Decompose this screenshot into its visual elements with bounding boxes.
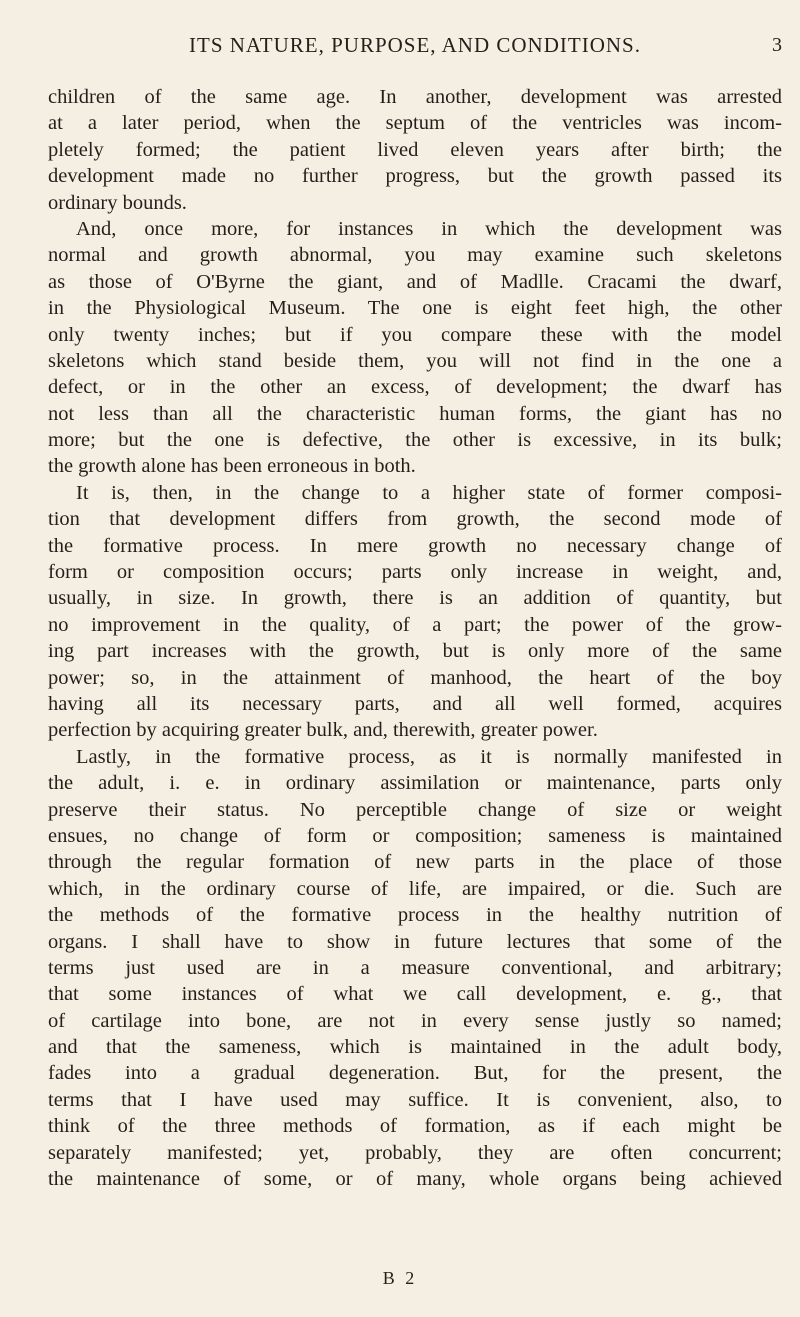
text-line: through the regular formation of new parts in the place of those [48, 851, 782, 874]
text-line: ensues, no change of form or composition; sameness is maintained [48, 824, 782, 847]
text-line: terms that I have used may suffice. It is convenient, also, to [48, 1088, 782, 1111]
text-line: the growth alone has been erroneous in both. [48, 455, 416, 478]
text-line: as those of O'Byrne the giant, and of Madlle. Cracami the dwarf, [48, 270, 782, 293]
text-line: that some instances of what we call development, e. g., that [48, 983, 782, 1006]
text-line: fades into a gradual degeneration. But, for the present, the [48, 1062, 782, 1085]
text-line: more; but the one is defective, the other is excessive, in its bulk; [48, 429, 782, 452]
text-line: the formative process. In mere growth no necessary change of [48, 534, 782, 557]
text-line: It is, then, in the change to a higher state of former composi- [76, 481, 782, 504]
running-head [48, 30, 782, 60]
text-line: and that the sameness, which is maintained in the adult body, [48, 1036, 782, 1059]
text-line: separately manifested; yet, probably, they are often concurrent; [48, 1141, 782, 1164]
text-line: of cartilage into bone, are not in every sense justly so named; [48, 1009, 782, 1032]
text-line: think of the three methods of formation, as if each might be [48, 1115, 782, 1138]
text-line: organs. I shall have to show in future lectures that some of the [48, 930, 782, 953]
text-line: pletely formed; the patient lived eleven years after birth; the [48, 138, 782, 161]
text-line: the adult, i. e. in ordinary assimilation or maintenance, parts only [48, 772, 782, 795]
text-line: not less than all the characteristic human forms, the giant has no [48, 402, 782, 425]
text-line: which, in the ordinary course of life, are impaired, or die. Such are [48, 877, 782, 900]
text-line: at a later period, when the septum of the ventricles was incom- [48, 112, 782, 135]
text-line: Lastly, in the formative process, as it is normally manifested in [76, 745, 782, 768]
text-line: the methods of the formative process in the healthy nutrition of [48, 904, 782, 927]
text-line: preserve their status. No perceptible change of size or weight [48, 798, 782, 821]
text-line: in the Physiological Museum. The one is eight feet high, the other [48, 297, 782, 320]
paragraph [48, 216, 782, 480]
text-line: having all its necessary parts, and all well formed, acquires [48, 692, 782, 715]
paragraph [48, 84, 782, 216]
paragraph [48, 480, 782, 744]
text-line: power; so, in the attainment of manhood, the heart of the boy [48, 666, 782, 689]
text-line: development made no further progress, but the growth passed its [48, 165, 782, 188]
text-line: ordinary bounds. [48, 191, 187, 214]
text-line: children of the same age. In another, development was arrested [48, 86, 782, 108]
text-line: no improvement in the quality, of a part; the power of the grow- [48, 613, 782, 636]
text-line: normal and growth abnormal, you may examine such skeletons [48, 244, 782, 267]
running-title: ITS NATURE, PURPOSE, AND CONDITIONS. [189, 33, 641, 57]
text-line: only twenty inches; but if you compare these with the model [48, 323, 782, 346]
signature-mark: B 2 [382, 1268, 418, 1288]
text-line: tion that development differs from growth, the second mode of [48, 508, 782, 531]
paragraph [48, 744, 782, 1193]
text-line: ing part increases with the growth, but is only more of the same [48, 640, 782, 663]
text-line: usually, in size. In growth, there is an addition of quantity, but [48, 587, 782, 610]
text-line: And, once more, for instances in which the development was [76, 217, 782, 240]
page-number: 3 [772, 34, 782, 56]
text-line: terms just used are in a measure conventional, and arbitrary; [48, 956, 782, 979]
text-line: the maintenance of some, or of many, whole organs being achieved [48, 1168, 782, 1191]
body-text [48, 84, 782, 1192]
text-line: defect, or in the other an excess, of development; the dwarf has [48, 376, 782, 399]
text-line: form or composition occurs; parts only increase in weight, and, [48, 561, 782, 584]
text-line: skeletons which stand beside them, you will not find in the one a [48, 349, 782, 372]
text-line: perfection by acquiring greater bulk, and, therewith, greater power. [48, 719, 598, 742]
